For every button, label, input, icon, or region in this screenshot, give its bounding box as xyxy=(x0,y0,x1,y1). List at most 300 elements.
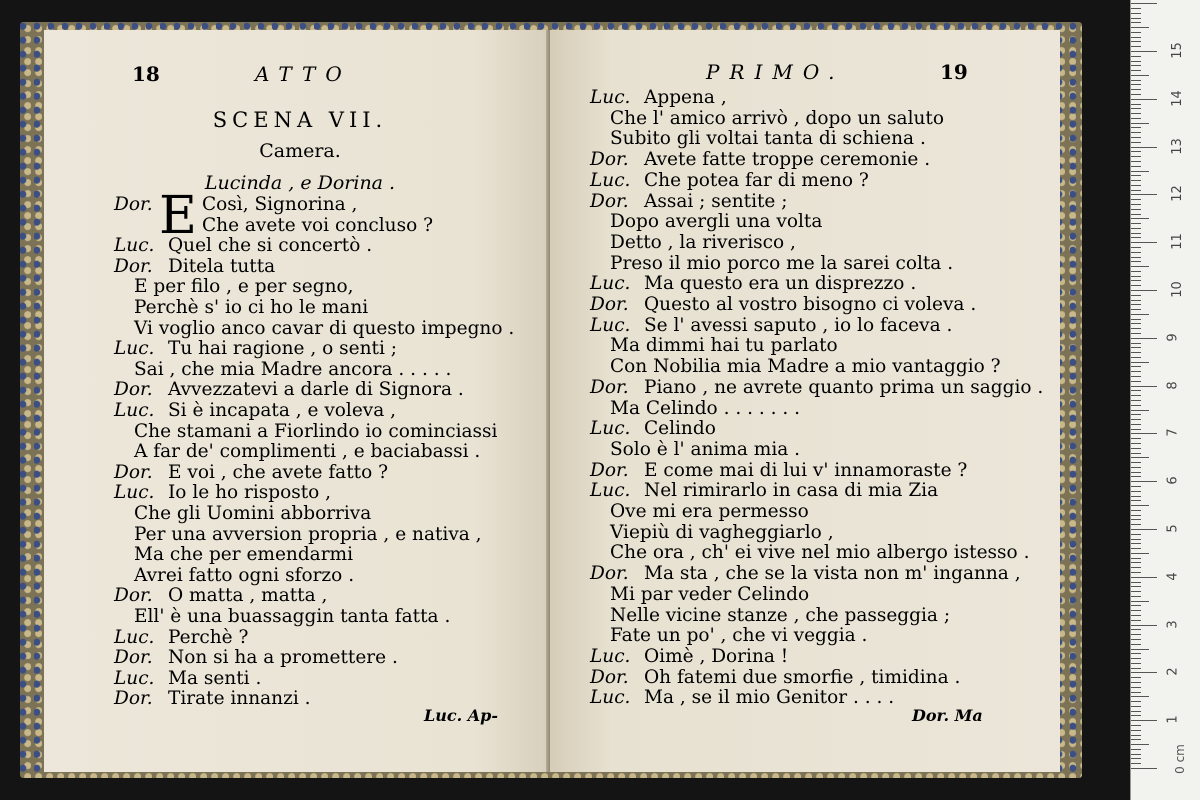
ruler-tick xyxy=(1131,127,1141,128)
scene-title: SCENA VII. xyxy=(212,108,388,132)
text-line xyxy=(114,628,248,648)
ruler-tick xyxy=(1131,629,1141,630)
ruler-tick xyxy=(1131,257,1141,258)
ruler-tick xyxy=(1131,553,1149,554)
speaker-label: Dor. xyxy=(114,688,153,710)
right-page-number: 19 xyxy=(940,60,968,84)
speaker-label: Dor. xyxy=(114,379,153,401)
ruler-tick xyxy=(1131,199,1141,200)
ruler-tick xyxy=(1131,443,1141,444)
speaker-label: Luc. xyxy=(114,482,155,504)
ruler-tick xyxy=(1131,209,1141,210)
ruler-tick xyxy=(1131,744,1149,745)
speaker-label: Luc. xyxy=(590,314,631,336)
ruler-number: 9 xyxy=(1165,333,1181,342)
ruler-tick xyxy=(1131,472,1141,473)
ruler-tick xyxy=(1131,491,1141,492)
ruler-tick xyxy=(1131,505,1149,506)
speaker-label: Luc. xyxy=(590,87,631,108)
ruler-tick xyxy=(1131,285,1141,286)
ruler-tick xyxy=(1131,151,1141,152)
speaker-label: Dor. xyxy=(114,194,153,215)
ruler-tick xyxy=(1131,323,1141,324)
verse-text: Io le ho risposto , xyxy=(168,482,332,504)
text-line xyxy=(114,566,354,586)
ruler-tick xyxy=(1131,204,1141,205)
ruler-tick xyxy=(1131,75,1149,76)
ruler-tick xyxy=(1131,218,1149,219)
ruler-tick xyxy=(1131,304,1141,305)
ruler-tick xyxy=(1131,730,1141,731)
ruler-tick xyxy=(1131,438,1141,439)
speaker-label: Dor. xyxy=(590,190,629,212)
ruler-tick xyxy=(1131,658,1141,659)
ruler-tick xyxy=(1131,486,1141,487)
ruler-tick xyxy=(1131,596,1141,597)
ruler-tick xyxy=(1131,228,1141,229)
verse-text: Ell' è una buassaggin tanta fatta . xyxy=(134,606,451,627)
verse-text: Ma senti . xyxy=(168,667,262,689)
ruler-tick xyxy=(1131,99,1157,100)
ruler-tick xyxy=(1131,711,1141,712)
ruler-number: 14 xyxy=(1169,90,1185,107)
speaker-label: Dor. xyxy=(114,585,153,607)
measurement-ruler xyxy=(1130,0,1200,800)
ruler-tick xyxy=(1131,682,1141,683)
ruler-tick xyxy=(1131,27,1149,28)
ruler-tick xyxy=(1131,338,1157,339)
ruler-tick xyxy=(1131,419,1141,420)
verse-text: Celindo xyxy=(644,418,716,440)
ruler-tick xyxy=(1131,749,1141,750)
ruler-tick xyxy=(1131,290,1157,291)
verse-text: Che ora , ch' ei vive nel mio albergo istesso . xyxy=(610,542,1030,564)
ruler-tick xyxy=(1131,692,1141,693)
text-line xyxy=(590,440,800,460)
ruler-tick xyxy=(1131,276,1141,277)
text-line xyxy=(590,316,952,336)
ruler-number: 10 xyxy=(1169,281,1185,298)
ruler-tick xyxy=(1131,601,1149,602)
ruler-tick xyxy=(1131,147,1157,148)
ruler-number: 8 xyxy=(1165,380,1181,390)
ruler-tick xyxy=(1131,644,1141,645)
ruler-tick xyxy=(1131,362,1149,363)
ruler-tick xyxy=(1131,32,1141,33)
verse-text: Se l' avessi saputo , io lo faceva . xyxy=(644,314,953,336)
ruler-tick xyxy=(1131,529,1157,530)
verse-text: Detto , la riverisco , xyxy=(610,231,796,253)
verse-text: O matta , matta , xyxy=(168,585,328,607)
ruler-tick xyxy=(1131,481,1157,482)
verse-text: Avete fatte troppe ceremonie . xyxy=(644,149,931,171)
verse-text: Perchè ? xyxy=(168,626,249,648)
ruler-tick xyxy=(1131,572,1141,573)
text-line xyxy=(590,502,809,522)
speaker-label: Luc. xyxy=(114,400,155,421)
verse-text: Vi voglio anco cavar di questo impegno . xyxy=(134,317,515,339)
ruler-tick xyxy=(1131,668,1141,669)
left-running-head: ATTO xyxy=(255,62,352,86)
ruler-tick xyxy=(1131,539,1141,540)
ruler-tick xyxy=(1131,414,1141,415)
verse-text: Per una avversion propria , e nativa , xyxy=(134,523,482,545)
verse-text: Ma sta , che se la vista non m' inganna , xyxy=(644,563,1021,585)
text-line xyxy=(114,339,397,359)
ruler-tick xyxy=(1131,266,1149,267)
verse-text: Ditela tutta xyxy=(168,255,276,277)
text-line xyxy=(590,109,944,129)
ruler-tick xyxy=(1131,524,1141,525)
ruler-tick xyxy=(1131,13,1141,14)
ruler-tick xyxy=(1131,46,1141,47)
speaker-label: Dor. xyxy=(590,459,629,481)
verse-text: Assai ; sentite ; xyxy=(644,190,788,212)
ruler-tick xyxy=(1131,701,1141,702)
right-catchword: Dor. Ma xyxy=(912,706,983,725)
ruler-tick xyxy=(1131,132,1141,133)
text-line xyxy=(114,422,497,442)
ruler-tick xyxy=(1131,625,1157,626)
ruler-tick xyxy=(1131,3,1157,4)
ruler-tick xyxy=(1131,548,1141,549)
ruler-tick xyxy=(1131,156,1141,157)
ruler-tick xyxy=(1131,175,1141,176)
ruler-tick xyxy=(1131,113,1141,114)
verse-text: Sai , che mia Madre ancora . . . . . xyxy=(134,358,452,380)
ruler-tick xyxy=(1131,89,1141,90)
ruler-number: 3 xyxy=(1165,619,1181,629)
verse-text: Così, Signorina , xyxy=(202,194,358,215)
verse-text: Preso il mio porco me la sarei colta . xyxy=(610,252,954,274)
verse-text: Oimè , Dorina ! xyxy=(644,645,789,667)
text-line xyxy=(114,545,353,565)
ruler-tick xyxy=(1131,61,1141,62)
verse-text: Fate un po' , che vi veggia . xyxy=(610,625,868,647)
ruler-tick xyxy=(1131,314,1149,315)
ruler-tick xyxy=(1131,166,1141,167)
verse-text: Nel rimirarlo in casa di mia Zia xyxy=(644,480,939,502)
verse-text: Ma , se il mio Genitor . . . . xyxy=(644,687,895,709)
text-line xyxy=(114,607,450,627)
ruler-tick xyxy=(1131,735,1141,736)
ruler-tick xyxy=(1131,247,1141,248)
text-line xyxy=(114,298,368,318)
text-line xyxy=(114,463,388,483)
text-line xyxy=(590,481,938,501)
speaker-label: Dor. xyxy=(590,294,629,315)
ruler-tick xyxy=(1131,696,1149,697)
text-line xyxy=(590,212,822,232)
speaker-label: Luc. xyxy=(590,273,631,295)
ruler-tick xyxy=(1131,605,1141,606)
text-line xyxy=(114,380,464,400)
speaker-label: Luc. xyxy=(590,687,631,709)
ruler-tick xyxy=(1131,467,1141,468)
verse-text: Quel che si concertò . xyxy=(168,235,373,257)
ruler-tick xyxy=(1131,233,1141,234)
ruler-tick xyxy=(1131,357,1141,358)
ruler-tick xyxy=(1131,333,1141,334)
ruler-tick xyxy=(1131,381,1141,382)
ruler-tick xyxy=(1131,462,1141,463)
text-line xyxy=(590,336,838,356)
scene-characters: Lucinda , e Dorina . xyxy=(204,172,396,194)
ruler-number: 13 xyxy=(1169,137,1185,155)
ruler-tick xyxy=(1131,271,1141,272)
ruler-tick xyxy=(1131,84,1141,85)
ruler-tick xyxy=(1131,8,1141,9)
ruler-number: 2 xyxy=(1165,667,1181,677)
verse-text: Che l' amico arrivò , dopo un saluto xyxy=(610,107,944,129)
verse-text: Nelle vicine stanze , che passeggia ; xyxy=(610,604,951,626)
verse-text: Appena , xyxy=(644,87,727,108)
verse-text: Ma questo era un disprezzo . xyxy=(644,273,917,295)
text-line xyxy=(114,669,261,689)
ruler-tick xyxy=(1131,94,1141,95)
speaker-label: Luc. xyxy=(590,480,631,502)
scene-setting: Camera. xyxy=(259,140,341,162)
ruler-tick xyxy=(1131,687,1141,688)
verse-text: Che stamani a Fiorlindo io cominciassi xyxy=(134,420,498,442)
text-line xyxy=(590,564,1021,584)
text-line xyxy=(590,150,930,170)
verse-text: E come mai di lui v' innamoraste ? xyxy=(644,459,968,481)
verse-text: E per filo , e per segno, xyxy=(134,276,354,298)
ruler-tick xyxy=(1131,300,1141,301)
right-running-head: PRIMO. xyxy=(706,60,845,84)
ruler-number: 5 xyxy=(1165,524,1181,533)
ruler-tick xyxy=(1131,562,1141,563)
ruler-tick xyxy=(1131,108,1141,109)
ruler-tick xyxy=(1131,41,1141,42)
text-line xyxy=(590,192,788,212)
text-line xyxy=(590,88,727,108)
text-line xyxy=(114,360,451,380)
verse-text: Dopo avergli una volta xyxy=(610,211,823,233)
text-line xyxy=(590,295,976,315)
ruler-tick xyxy=(1131,582,1141,583)
text-line xyxy=(114,277,354,297)
ruler-tick xyxy=(1131,457,1149,458)
left-catchword: Luc. Ap- xyxy=(424,706,499,725)
ruler-tick xyxy=(1131,118,1141,119)
ruler-tick xyxy=(1131,65,1141,66)
ruler-tick xyxy=(1131,433,1157,434)
text-line xyxy=(590,606,950,626)
ruler-tick xyxy=(1131,22,1141,23)
ruler-tick xyxy=(1131,653,1141,654)
verse-text: Solo è l' anima mia . xyxy=(610,438,801,460)
verse-text: A far de' complimenti , e baciabassi . xyxy=(134,441,481,463)
text-line xyxy=(114,401,396,421)
ruler-tick xyxy=(1131,758,1141,759)
ruler-tick xyxy=(1131,352,1141,353)
ruler-tick xyxy=(1131,309,1141,310)
ruler-tick xyxy=(1131,371,1141,372)
ruler-tick xyxy=(1131,194,1157,195)
ruler-tick xyxy=(1131,649,1149,650)
speaker-label: Luc. xyxy=(114,235,155,257)
verse-text: Avvezzatevi a darle di Signora . xyxy=(168,379,464,401)
ruler-tick xyxy=(1131,171,1149,172)
ruler-tick xyxy=(1131,476,1141,477)
ruler-tick xyxy=(1131,80,1141,81)
text-line xyxy=(114,504,371,524)
verse-text: Tu hai ragione , o senti ; xyxy=(168,338,397,360)
ruler-tick xyxy=(1131,190,1141,191)
ruler-tick xyxy=(1131,577,1157,578)
ruler-tick xyxy=(1131,610,1141,611)
ruler-tick xyxy=(1131,137,1141,138)
text-line xyxy=(590,378,1043,398)
ruler-tick xyxy=(1131,328,1141,329)
speaker-label: Dor. xyxy=(590,563,629,585)
ruler-tick xyxy=(1131,763,1141,764)
ruler-tick xyxy=(1131,720,1157,721)
ruler-tick xyxy=(1131,519,1141,520)
verse-text: Ma dimmi hai tu parlato xyxy=(610,335,838,357)
ruler-tick xyxy=(1131,390,1141,391)
verse-text: Oh fatemi due smorfie , timidina . xyxy=(644,666,961,688)
text-line xyxy=(114,483,331,503)
text-line xyxy=(590,543,1029,563)
ruler-tick xyxy=(1131,185,1141,186)
verse-text: Avrei fatto ogni sforzo . xyxy=(134,564,355,586)
ruler-tick xyxy=(1131,754,1141,755)
text-line xyxy=(590,274,916,294)
ruler-tick xyxy=(1131,18,1141,19)
verse-text: Subito gli voltai tanta di schiena . xyxy=(610,128,926,150)
ruler-tick xyxy=(1131,739,1141,740)
text-line xyxy=(590,399,800,419)
ruler-tick xyxy=(1131,496,1141,497)
verse-text: Non si ha a promettere . xyxy=(168,647,398,669)
speaker-label: Dor. xyxy=(114,461,153,483)
ruler-tick xyxy=(1131,567,1141,568)
verse-text: Viepiù di vagheggiarlo , xyxy=(610,521,834,543)
verse-text: Tirate innanzi . xyxy=(168,688,311,710)
text-line xyxy=(114,648,398,668)
ruler-number: 7 xyxy=(1165,428,1181,438)
ruler-tick xyxy=(1131,395,1141,396)
ruler-tick xyxy=(1131,591,1141,592)
ruler-tick xyxy=(1131,261,1141,262)
ruler-tick xyxy=(1131,104,1141,105)
verse-text: Ove mi era permesso xyxy=(610,501,809,522)
ruler-tick xyxy=(1131,51,1157,52)
ruler-tick xyxy=(1131,634,1141,635)
ruler-tick xyxy=(1131,56,1141,57)
ruler-tick xyxy=(1131,500,1141,501)
speaker-label: Luc. xyxy=(590,418,631,440)
speaker-label: Luc. xyxy=(114,338,155,360)
verse-text: Si è incapata , e voleva , xyxy=(168,400,397,421)
ruler-tick xyxy=(1131,448,1141,449)
ruler-tick xyxy=(1131,70,1141,71)
ruler-unit-label: 0 cm xyxy=(1172,744,1187,774)
speaker-label: Luc. xyxy=(114,626,155,648)
ruler-tick xyxy=(1131,558,1141,559)
speaker-label: Dor. xyxy=(114,647,153,669)
verse-text: Perchè s' io ci ho le mani xyxy=(134,297,369,318)
ruler-tick xyxy=(1131,768,1157,769)
text-line xyxy=(590,129,926,149)
text-line xyxy=(114,195,357,215)
text-line xyxy=(590,233,796,253)
text-line xyxy=(114,689,311,709)
verse-text: E voi , che avete fatto ? xyxy=(168,461,389,483)
text-line xyxy=(590,523,834,543)
text-line xyxy=(590,171,869,191)
text-line xyxy=(114,442,480,462)
ruler-tick xyxy=(1131,223,1141,224)
verse-text: Che potea far di meno ? xyxy=(644,169,869,191)
verse-text: Con Nobilia mia Madre a mio vantaggio ? xyxy=(610,356,1001,378)
ruler-tick xyxy=(1131,343,1141,344)
ruler-tick xyxy=(1131,400,1141,401)
verse-text: Piano , ne avrete quanto prima un saggio . xyxy=(644,376,1044,398)
ruler-number: 12 xyxy=(1169,185,1185,203)
speaker-label: Dor. xyxy=(590,666,629,688)
ruler-tick xyxy=(1131,510,1141,511)
text-line xyxy=(590,357,1001,377)
text-line xyxy=(590,419,716,439)
text-line xyxy=(114,525,482,545)
ruler-tick xyxy=(1131,161,1141,162)
ruler-tick xyxy=(1131,639,1141,640)
text-line xyxy=(590,688,894,708)
verse-text: Che gli Uomini abborriva xyxy=(134,503,372,524)
ruler-tick xyxy=(1131,37,1141,38)
text-line xyxy=(590,668,960,688)
ruler-number: 1 xyxy=(1165,715,1181,724)
ruler-tick xyxy=(1131,672,1157,673)
verse-text: Che avete voi concluso ? xyxy=(202,214,434,236)
speaker-label: Dor. xyxy=(590,149,629,171)
text-line xyxy=(114,216,433,236)
speaker-label: Dor. xyxy=(590,376,629,398)
ruler-tick xyxy=(1131,663,1141,664)
ruler-tick xyxy=(1131,252,1141,253)
ruler-tick xyxy=(1131,180,1141,181)
ruler-tick xyxy=(1131,242,1157,243)
ruler-tick xyxy=(1131,429,1141,430)
speaker-label: Dor. xyxy=(114,255,153,277)
ruler-number: 4 xyxy=(1165,572,1181,581)
text-line xyxy=(590,647,788,667)
verse-text: Ma Celindo . . . . . . . xyxy=(610,397,801,419)
ruler-tick xyxy=(1131,534,1141,535)
verse-text: Questo al vostro bisogno ci voleva . xyxy=(644,294,977,315)
text-line xyxy=(114,586,327,606)
verse-text: Ma che per emendarmi xyxy=(134,544,354,566)
text-line xyxy=(590,461,967,481)
ruler-tick xyxy=(1131,214,1141,215)
ruler-tick xyxy=(1131,620,1141,621)
speaker-label: Luc. xyxy=(590,645,631,667)
ruler-tick xyxy=(1131,515,1141,516)
ruler-tick xyxy=(1131,295,1141,296)
ruler-tick xyxy=(1131,715,1141,716)
ruler-number: 15 xyxy=(1169,42,1185,59)
ruler-number: 6 xyxy=(1165,476,1181,485)
ruler-tick xyxy=(1131,677,1141,678)
speaker-label: Luc. xyxy=(590,169,631,191)
ruler-tick xyxy=(1131,706,1141,707)
text-line xyxy=(114,257,275,277)
left-page-number: 18 xyxy=(132,62,160,86)
